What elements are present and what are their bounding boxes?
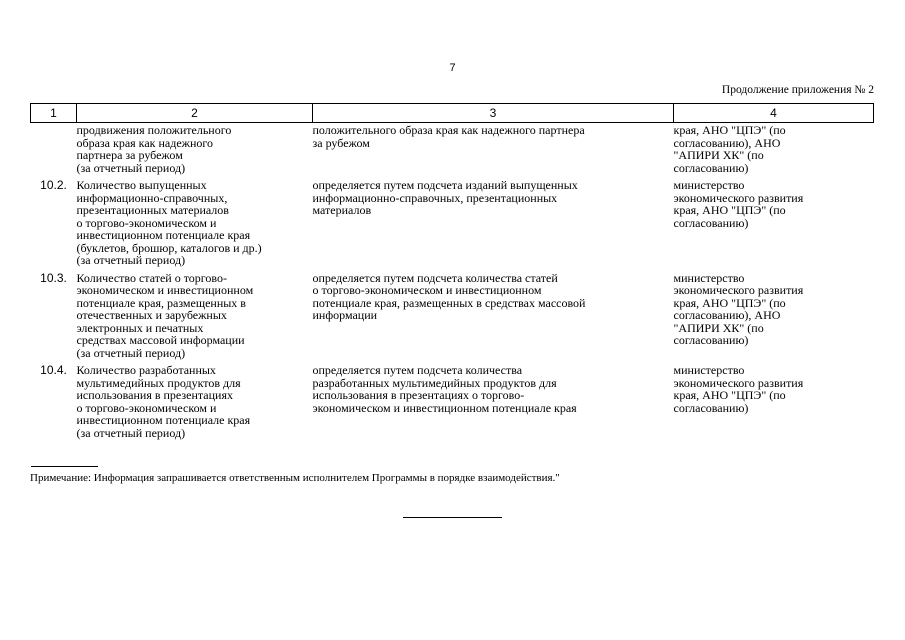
calculation-method-cell-line: разработанных мультимедийных продуктов для — [312, 375, 557, 390]
calculation-method-cell-line: определяется путем подсчета количества — [312, 363, 523, 377]
responsible-cell — [674, 272, 874, 365]
responsible-cell-line: экономического развития — [673, 283, 804, 297]
row-number: 10.4. — [40, 363, 67, 377]
indicator-cell-line: Количество статей о торгово- — [76, 270, 227, 285]
footnote-separator — [31, 466, 98, 467]
indicator-cell-line: Количество выпущенных — [76, 178, 207, 192]
responsible-cell-line: согласованию) — [673, 333, 749, 347]
calculation-method-cell — [313, 179, 674, 272]
column-header-4: 4 — [674, 104, 874, 123]
table-body — [31, 123, 874, 445]
indicator-cell-line: (за отчетный период) — [76, 253, 186, 267]
calculation-method-cell-line: за рубежом — [312, 135, 370, 150]
calculation-method-cell — [313, 123, 674, 180]
calculation-method-cell — [313, 272, 674, 365]
indicator-cell-line: инвестиционном потенциале края — [76, 228, 251, 242]
responsible-cell-line: согласованию) — [673, 160, 749, 175]
footnote-note: Примечание: Информация запрашивается ответственным исполнителем Программы в порядке взаимодействия." — [30, 472, 560, 484]
indicator-cell-line: о торгово-экономическом и — [76, 400, 217, 415]
indicator-cell-line: электронных и печатных — [76, 320, 204, 335]
responsible-cell-line: края, АНО "ЦПЭ" (по — [673, 295, 786, 310]
indicator-cell-line: партнера за рубежом — [76, 148, 183, 162]
responsible-cell — [674, 123, 874, 180]
indicator-cell — [77, 179, 313, 272]
calculation-method-cell-line: информации — [312, 308, 378, 322]
indicator-cell-line: экономическом и инвестиционном — [76, 283, 254, 297]
indicator-cell-line: о торгово-экономическом и — [76, 215, 217, 230]
indicator-cell-line: средствах массовой информации — [76, 333, 245, 347]
calculation-method-cell-line: информационно-справочных, презентационных — [312, 190, 558, 205]
indicator-cell — [77, 272, 313, 365]
indicator-cell-line: отечественных и зарубежных — [76, 308, 227, 322]
indicator-cell-line: Количество разработанных — [76, 363, 216, 377]
row-number: 10.3. — [40, 270, 67, 285]
column-header-3: 3 — [313, 104, 674, 123]
calculation-method-cell-line: о торгово-экономическом и инвестиционном — [312, 283, 542, 297]
calculation-method-cell-line: определяется путем подсчета изданий выпущенных — [312, 178, 578, 192]
row-number: 10.2. — [40, 178, 67, 192]
calculation-method-cell-line: материалов — [312, 203, 372, 217]
indicator-cell-line: мультимедийных продуктов для — [76, 375, 241, 390]
calculation-method-cell-line: определяется путем подсчета количества статей — [312, 270, 558, 285]
responsible-cell-line: согласованию), АНО — [673, 135, 781, 150]
end-of-document-rule — [403, 517, 502, 518]
table-row — [31, 123, 874, 180]
row-number — [31, 123, 77, 180]
column-header-2: 2 — [77, 104, 313, 123]
responsible-cell-line: края, АНО "ЦПЭ" (по — [673, 203, 786, 217]
responsible-cell-line: согласованию) — [673, 215, 749, 230]
calculation-method-cell-line: положительного образа края как надежного партнера — [312, 123, 585, 137]
responsible-cell — [674, 364, 874, 444]
responsible-cell-line: министерство — [673, 178, 745, 192]
table-row — [31, 272, 874, 365]
calculation-method-cell-line: использования в презентациях о торгово- — [312, 388, 525, 402]
indicator-cell-line: информационно-справочных, — [76, 190, 228, 205]
indicator-cell-line: (за отчетный период) — [76, 345, 186, 360]
indicator-cell-line: (за отчетный период) — [76, 160, 186, 175]
indicator-cell-line: презентационных материалов — [76, 203, 229, 217]
indicator-cell-line: инвестиционном потенциале края — [76, 413, 251, 427]
indicator-cell-line: продвижения положительного — [76, 123, 232, 137]
indicator-cell-line: (буклетов, брошюр, каталогов и др.) — [76, 240, 262, 255]
indicators-table — [30, 103, 874, 444]
responsible-cell-line: согласованию) — [673, 400, 749, 415]
responsible-cell-line: министерство — [673, 270, 745, 285]
indicator-cell-line: потенциале края, размещенных в — [76, 295, 246, 310]
table-header-row — [31, 104, 874, 123]
calculation-method-cell — [313, 364, 674, 444]
page-number: 7 — [449, 62, 456, 74]
table-row — [31, 179, 874, 272]
responsible-cell-line: экономического развития — [673, 190, 804, 205]
responsible-cell-line: согласованию), АНО — [673, 308, 781, 322]
indicator-cell-line: использования в презентациях — [76, 388, 233, 402]
calculation-method-cell-line: потенциале края, размещенных в средствах массовой — [312, 295, 586, 310]
column-header-1: 1 — [31, 104, 77, 123]
indicator-cell-line: (за отчетный период) — [76, 425, 186, 440]
responsible-cell-line: "АПИРИ ХК" (по — [673, 320, 764, 335]
table-row — [31, 364, 874, 444]
responsible-cell-line: министерство — [673, 363, 745, 377]
responsible-cell-line: края, АНО "ЦПЭ" (по — [673, 388, 786, 402]
responsible-cell — [674, 179, 874, 272]
indicator-cell — [77, 123, 313, 180]
indicator-cell-line: образа края как надежного — [76, 135, 213, 150]
annex-continuation-label: Продолжение приложения № 2 — [721, 84, 874, 96]
responsible-cell-line: экономического развития — [673, 375, 804, 390]
calculation-method-cell-line: экономическом и инвестиционном потенциале края — [312, 400, 577, 415]
responsible-cell-line: "АПИРИ ХК" (по — [673, 148, 764, 162]
indicator-cell — [77, 364, 313, 444]
responsible-cell-line: края, АНО "ЦПЭ" (по — [673, 123, 786, 137]
